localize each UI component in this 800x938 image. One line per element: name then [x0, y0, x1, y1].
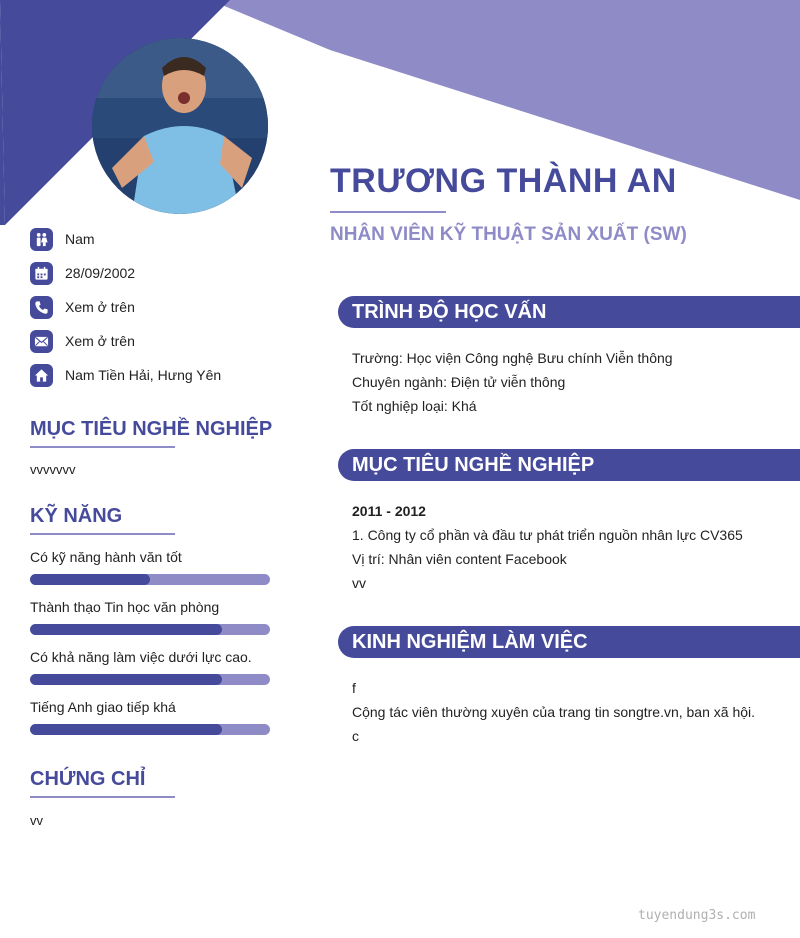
profile-photo — [92, 38, 268, 214]
career-goal-line: vv — [352, 575, 366, 591]
certificates-underline — [30, 796, 175, 798]
skill-label: Thành thạo Tin học văn phòng — [30, 599, 220, 615]
phone-icon — [30, 296, 53, 319]
career-goal-line: Vị trí: Nhân viên content Facebook — [352, 551, 567, 567]
contact-birthday — [30, 256, 221, 290]
certificates-text: vv — [30, 813, 43, 828]
gender-icon — [30, 228, 53, 251]
skill-bar-fill — [30, 574, 150, 585]
home-icon — [30, 364, 53, 387]
objective-underline — [30, 446, 175, 448]
skill-bar-fill — [30, 674, 222, 685]
career-goal-line: 1. Công ty cổ phần và đầu tư phát triển nguồn nhân lực CV365 — [352, 527, 743, 543]
objective-text: vvvvvvv — [30, 462, 76, 477]
contact-phone — [30, 290, 221, 324]
candidate-name: TRƯƠNG THÀNH AN — [330, 162, 677, 200]
experience-banner — [338, 626, 800, 658]
skill-label: Có kỹ năng hành văn tốt — [30, 549, 182, 565]
education-banner — [338, 296, 800, 328]
name-underline — [330, 211, 446, 213]
education-line: Tốt nghiệp loại: Khá — [352, 398, 477, 414]
skill-bar-fill — [30, 724, 222, 735]
watermark: tuyendung3s.com — [638, 908, 756, 923]
address-text: Nam Tiền Hải, Hưng Yên — [65, 367, 222, 383]
calendar-icon — [30, 262, 53, 285]
skills-underline — [30, 533, 175, 535]
skill-bar-fill — [30, 624, 222, 635]
education-line: Trường: Học viện Công nghệ Bưu chính Viễn thông — [352, 350, 673, 366]
experience-line: f — [352, 680, 356, 696]
objective-heading: MỤC TIÊU NGHỀ NGHIỆP — [30, 418, 273, 440]
skill-bar — [30, 724, 270, 735]
education-line: Chuyên ngành: Điện tử viễn thông — [352, 374, 566, 390]
skill-bar — [30, 624, 270, 635]
job-title: NHÂN VIÊN KỸ THUẬT SẢN XUẤT (SW) — [330, 224, 687, 245]
email-icon — [30, 330, 53, 353]
skills-heading: KỸ NĂNG — [30, 505, 123, 527]
contact-address — [30, 358, 221, 392]
experience-line: Cộng tác viên thường xuyên của trang tin songtre.vn, ban xã hội. — [352, 704, 756, 720]
skill-label: Tiếng Anh giao tiếp khá — [30, 699, 176, 715]
career-goal-period: 2011 - 2012 — [352, 503, 426, 519]
certificates-heading: CHỨNG CHỈ — [30, 768, 146, 790]
birthday-text: 28/09/2002 — [65, 265, 136, 281]
skill-bar — [30, 674, 270, 685]
career-goal-heading: MỤC TIÊU NGHỀ NGHIỆP — [352, 453, 595, 476]
career-goal-banner — [338, 449, 800, 481]
email-text: Xem ở trên — [65, 333, 135, 349]
gender-text: Nam — [65, 231, 95, 247]
contact-gender — [30, 222, 221, 256]
contact-email — [30, 324, 221, 358]
education-heading: TRÌNH ĐỘ HỌC VẤN — [352, 300, 547, 323]
skill-label: Có khả năng làm việc dưới lực cao. — [30, 649, 252, 665]
experience-line: c — [352, 728, 359, 744]
experience-heading: KINH NGHIỆM LÀM VIỆC — [352, 630, 588, 653]
phone-text: Xem ở trên — [65, 299, 135, 315]
contact-list — [30, 222, 221, 392]
skill-bar — [30, 574, 270, 585]
